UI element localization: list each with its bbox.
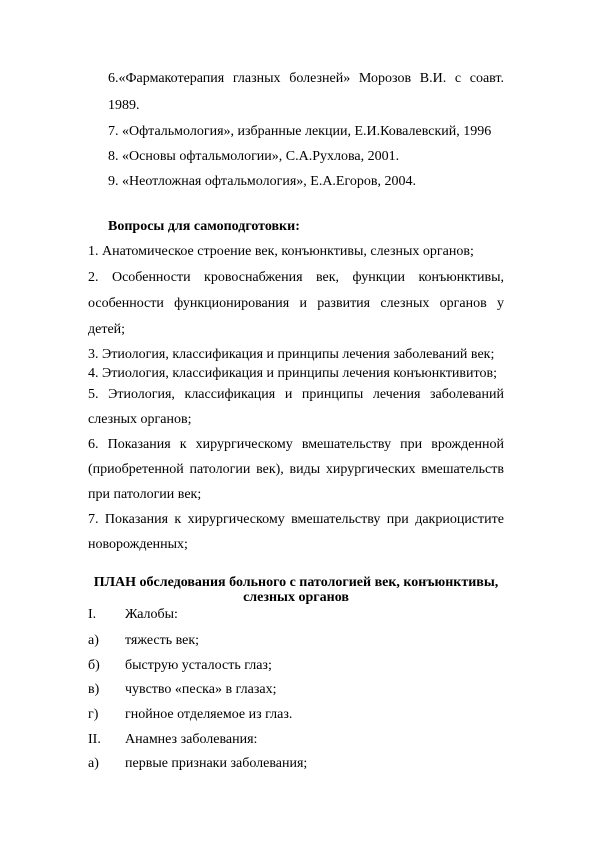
plan-item-text: тяжесть век; [125,633,200,648]
question-line: 1. Анатомическое строение век, конъюнктивы, слезных органов; [88,244,474,259]
question-line: 3. Этиология, классификация и принципы лечения заболеваний век; [88,347,495,362]
question-line: особенности функционирования и развития слезных органов у [88,296,504,311]
question-line: (приобретенной патологии век), виды хирургических вмешательств [88,462,504,477]
plan-item-marker: в) [88,682,100,697]
reference-item: 8. «Основы офтальмологии», С.А.Рухлова, 2001. [108,149,400,164]
plan-item [88,731,504,749]
question-line: при патологии век; [88,487,202,502]
question-line: новорожденных; [88,537,188,552]
plan-heading: ПЛАН обследования больного с патологией век, конъюнктивы, [93,575,499,590]
question-line: 4. Этиология, классификация и принципы лечения конъюнктивитов; [88,366,497,381]
question-line: 5. Этиология, классификация и принципы лечения заболеваний [88,387,504,402]
question-line: слезных органов; [88,412,192,427]
question-line: 7. Показания к хирургическому вмешательству при дакриоцистите [88,512,504,527]
plan-item [88,606,504,624]
plan-heading-continued: слезных органов [243,590,349,605]
plan-item-marker: г) [88,707,99,722]
questions-heading: Вопросы для самоподготовки: [108,219,300,234]
question-line: детей; [88,322,126,337]
plan-item-marker: б) [88,658,100,673]
plan-item-text: чувство «песка» в глазах; [125,682,277,697]
plan-item [88,706,504,724]
plan-item-marker: а) [88,756,99,771]
plan-item [88,632,504,650]
plan-item-text: первые признаки заболевания; [125,756,308,771]
reference-item: 1989. [108,98,140,113]
plan-item-text: Жалобы: [125,607,178,622]
plan-item-text: быструю усталость глаз; [125,658,272,673]
plan-item [88,755,504,773]
plan-item-marker: II. [88,732,101,747]
question-line: 6. Показания к хирургическому вмешательству при врожденной [88,437,504,452]
reference-item: 9. «Неотложная офтальмология», Е.А.Егоров, 2004. [108,174,416,189]
plan-item-marker: I. [88,607,97,622]
plan-item [88,681,504,699]
reference-item: 7. «Офтальмология», избранные лекции, Е.И.Ковалевский, 1996 [108,124,492,139]
plan-item-text: Анамнез заболевания: [125,732,258,747]
plan-item-marker: а) [88,633,99,648]
reference-item: 6.«Фармакотерапия глазных болезней» Морозов В.И. с соавт. [108,71,504,86]
plan-item [88,657,504,675]
question-line: 2. Особенности кровоснабжения век, функции конъюнктивы, [88,270,504,285]
plan-item-text: гнойное отделяемое из глаз. [125,707,293,722]
